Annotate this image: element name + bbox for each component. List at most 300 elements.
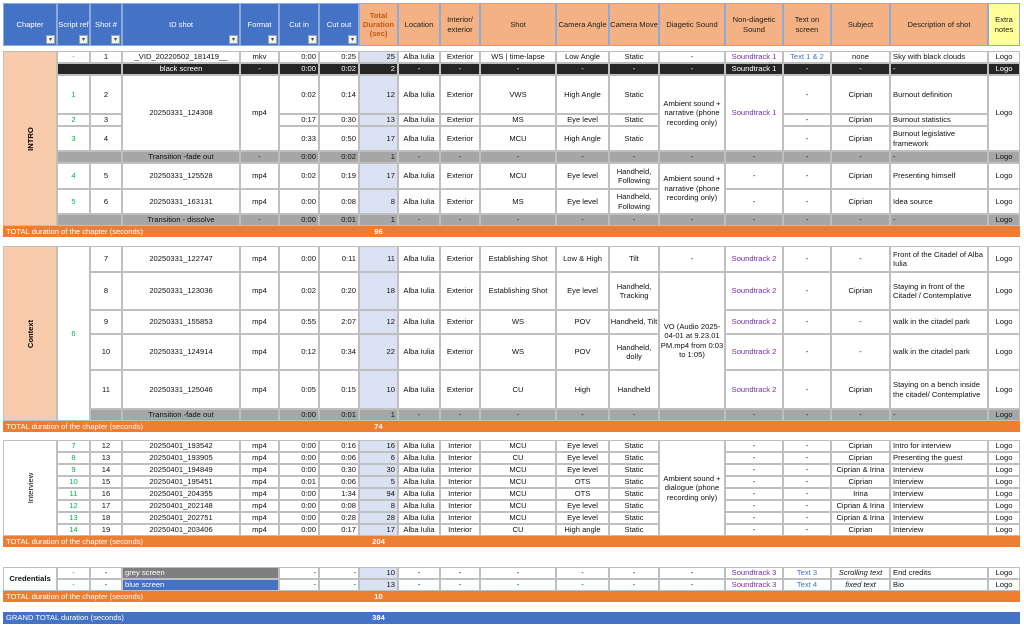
table-cell: Alba Iulia [398, 51, 440, 63]
table-cell: - [440, 579, 480, 591]
table-cell: Text 4 [783, 579, 831, 591]
filter-dropdown-icon[interactable]: ▾ [46, 35, 55, 44]
header-interior-exterior: Interior/ exterior [440, 3, 480, 46]
table-cell: 30 [359, 464, 398, 476]
header-text-on-screen: Text on screen [783, 3, 831, 46]
table-cell: mp4 [240, 476, 279, 488]
table-cell: CU [480, 370, 556, 409]
table-cell: Static [609, 51, 659, 63]
table-cell: Alba Iulia [398, 476, 440, 488]
filter-dropdown-icon[interactable]: ▾ [308, 35, 317, 44]
table-cell: mp4 [240, 334, 279, 370]
table-cell: - [725, 440, 783, 452]
table-cell: 0:00 [279, 151, 319, 163]
table-cell: - [480, 579, 556, 591]
table-cell: 0:02 [319, 63, 359, 75]
header-cut-in: Cut in [279, 3, 319, 46]
table-cell: 14 [57, 524, 90, 536]
chapter-total-value: 96 [359, 226, 398, 237]
table-cell: - [279, 567, 319, 579]
table-cell: - [831, 151, 890, 163]
shot-id-cell: 20250401_204355 [122, 488, 240, 500]
table-cell: Logo [988, 272, 1020, 310]
table-cell: - [831, 409, 890, 421]
table-cell: MS [480, 114, 556, 126]
table-cell: 16 [90, 488, 122, 500]
table-cell: 0:00 [279, 51, 319, 63]
table-cell: Ciprian [831, 476, 890, 488]
table-cell: Logo [988, 75, 1020, 151]
table-cell: Tilt [609, 246, 659, 272]
table-cell: - [659, 51, 725, 63]
table-cell: 94 [359, 488, 398, 500]
table-cell: Static [609, 476, 659, 488]
table-cell: 0:30 [319, 114, 359, 126]
table-cell: 18 [90, 512, 122, 524]
table-cell: OTS [556, 476, 609, 488]
table-cell: Alba Iulia [398, 512, 440, 524]
table-cell: 0:00 [279, 63, 319, 75]
table-cell: 11 [90, 370, 122, 409]
table-cell: Sky with black clouds [890, 51, 988, 63]
table-cell: - [890, 409, 988, 421]
table-cell: 4 [57, 163, 90, 189]
table-cell: mp4 [240, 163, 279, 189]
table-cell: 13 [90, 452, 122, 464]
table-cell: - [831, 310, 890, 334]
table-cell: - [890, 151, 988, 163]
table-cell: 0:25 [319, 51, 359, 63]
table-cell: Soundtrack 2 [725, 334, 783, 370]
table-cell: Eye level [556, 440, 609, 452]
table-cell: Logo [988, 310, 1020, 334]
table-cell: Handheld, Following [609, 189, 659, 214]
table-cell: Text 3 [783, 567, 831, 579]
table-cell: mp4 [240, 370, 279, 409]
shot-id-cell: 20250331_125046 [122, 370, 240, 409]
table-cell: 0:34 [319, 334, 359, 370]
header-diagetic-sound: Diagetic Sound [659, 3, 725, 46]
table-cell: 0:06 [319, 476, 359, 488]
table-cell: - [659, 214, 725, 226]
table-cell: Alba Iulia [398, 163, 440, 189]
shot-id-cell: 20250401_194849 [122, 464, 240, 476]
table-cell: Exterior [440, 189, 480, 214]
table-cell: - [783, 114, 831, 126]
table-cell: 2 [90, 75, 122, 114]
table-cell: - [890, 63, 988, 75]
table-cell: walk in the citadel park [890, 310, 988, 334]
table-cell: - [279, 579, 319, 591]
table-cell: - [725, 524, 783, 536]
table-cell: Logo [988, 440, 1020, 452]
table-cell: 0:01 [319, 214, 359, 226]
table-cell: - [398, 409, 440, 421]
table-cell: Eye level [556, 452, 609, 464]
table-cell: mp4 [240, 272, 279, 310]
table-cell: Interview [890, 500, 988, 512]
table-cell: 13 [359, 114, 398, 126]
shot-id-cell: Transition - dissolve [122, 214, 240, 226]
table-cell: Exterior [440, 51, 480, 63]
table-cell: Alba Iulia [398, 272, 440, 310]
table-cell: Exterior [440, 334, 480, 370]
table-cell: - [556, 567, 609, 579]
chapter-total-value: 74 [359, 421, 398, 432]
table-cell: - [609, 151, 659, 163]
table-cell: 3 [57, 126, 90, 151]
table-cell: 12 [57, 500, 90, 512]
table-cell: 10 [90, 334, 122, 370]
table-cell: 0:02 [279, 163, 319, 189]
table-cell: 13 [359, 579, 398, 591]
table-cell: Logo [988, 63, 1020, 75]
table-cell: Logo [988, 246, 1020, 272]
table-cell: 22 [359, 334, 398, 370]
table-cell: - [783, 500, 831, 512]
table-cell: 0:08 [319, 189, 359, 214]
filter-dropdown-icon[interactable]: ▾ [348, 35, 357, 44]
table-cell: Ciprian & Irina [831, 500, 890, 512]
table-cell: - [783, 246, 831, 272]
table-cell: - [783, 512, 831, 524]
table-cell: MS [480, 189, 556, 214]
table-cell: 12 [359, 310, 398, 334]
filter-dropdown-icon[interactable]: ▾ [79, 35, 88, 44]
chapter-total-value: 204 [359, 536, 398, 547]
table-cell: - [783, 370, 831, 409]
table-cell: 0:00 [279, 452, 319, 464]
table-cell: - [725, 452, 783, 464]
table-cell: Static [609, 500, 659, 512]
table-cell: Handheld, Tilt [609, 310, 659, 334]
table-cell: Exterior [440, 310, 480, 334]
table-cell: Front of the Citadel of Alba Iulia [890, 246, 988, 272]
table-cell: WS [480, 310, 556, 334]
table-cell: - [659, 151, 725, 163]
table-cell: High [556, 370, 609, 409]
table-cell: - [783, 334, 831, 370]
table-cell: - [480, 409, 556, 421]
table-cell: 2 [359, 63, 398, 75]
table-cell: - [556, 63, 609, 75]
table-cell: - [725, 189, 783, 214]
table-cell: mp4 [240, 464, 279, 476]
table-cell: 7 [90, 246, 122, 272]
table-cell: - [398, 567, 440, 579]
table-cell: 0:02 [279, 272, 319, 310]
table-cell: Exterior [440, 163, 480, 189]
header-subject: Subject [831, 3, 890, 46]
table-cell: - [609, 214, 659, 226]
table-cell: High Angle [556, 126, 609, 151]
table-cell: 1 [90, 51, 122, 63]
table-cell: 0:28 [319, 512, 359, 524]
filter-dropdown-icon[interactable]: ▾ [111, 35, 120, 44]
shot-id-cell: Transition -fade out [122, 151, 240, 163]
table-cell: 0:20 [319, 272, 359, 310]
table-cell: Exterior [440, 246, 480, 272]
table-cell: Interior [440, 524, 480, 536]
filter-dropdown-icon[interactable]: ▾ [229, 35, 238, 44]
table-cell: - [783, 126, 831, 151]
shot-id-cell: 20250401_202751 [122, 512, 240, 524]
table-cell: - [783, 189, 831, 214]
table-cell: Soundtrack 1 [725, 51, 783, 63]
table-cell: Exterior [440, 114, 480, 126]
table-cell: Logo [988, 189, 1020, 214]
table-cell: Soundtrack 1 [725, 63, 783, 75]
table-cell: Irina [831, 488, 890, 500]
table-cell: Logo [988, 464, 1020, 476]
table-cell: mp4 [240, 440, 279, 452]
table-cell: 7 [57, 440, 90, 452]
chapter-label-interview: Interview [25, 472, 35, 504]
chapter-credentials-cell: Credentials [3, 567, 57, 591]
chapter-total-fill [398, 536, 1020, 547]
table-cell: MCU [480, 512, 556, 524]
table-cell: Burnout statistics [890, 114, 988, 126]
shot-id-cell: 20250401_203406 [122, 524, 240, 536]
table-cell: - [240, 151, 279, 163]
chapter-total-label: TOTAL duration of the chapter (seconds) [3, 226, 359, 237]
table-cell: Low Angle [556, 51, 609, 63]
table-cell: MCU [480, 440, 556, 452]
grand-total-fill [398, 612, 1020, 624]
table-cell: 0:00 [279, 189, 319, 214]
table-cell: Logo [988, 51, 1020, 63]
table-cell: Static [609, 512, 659, 524]
table-cell: - [831, 214, 890, 226]
table-cell: 0:02 [279, 75, 319, 114]
table-cell: Interior [440, 488, 480, 500]
table-cell: MCU [480, 163, 556, 189]
table-cell: Ciprian [831, 189, 890, 214]
table-cell: 10 [359, 370, 398, 409]
table-cell: Logo [988, 567, 1020, 579]
table-cell: Burnout definition [890, 75, 988, 114]
table-cell: Eye level [556, 114, 609, 126]
black-row-spacer [57, 63, 122, 75]
table-cell: WS [480, 334, 556, 370]
table-cell: MCU [480, 500, 556, 512]
table-cell: - [480, 63, 556, 75]
table-cell: Handheld [609, 370, 659, 409]
table-cell: Establishing Shot [480, 272, 556, 310]
table-cell: mp4 [240, 512, 279, 524]
table-cell: 0:30 [319, 464, 359, 476]
chapter-total-label: TOTAL duration of the chapter (seconds) [3, 421, 359, 432]
table-cell: 0:33 [279, 126, 319, 151]
table-cell: Exterior [440, 272, 480, 310]
table-cell: Ciprian [831, 75, 890, 114]
table-cell: Alba Iulia [398, 488, 440, 500]
table-cell: - [556, 409, 609, 421]
table-cell: Logo [988, 370, 1020, 409]
table-cell: - [725, 464, 783, 476]
table-cell: 0:02 [319, 151, 359, 163]
table-cell: Static [609, 488, 659, 500]
table-cell [240, 409, 279, 421]
table-cell: 0:11 [319, 246, 359, 272]
table-cell: - [783, 464, 831, 476]
table-cell: Static [609, 524, 659, 536]
header-camera-move: Camera Move [609, 3, 659, 46]
chapter-label-context: Context [25, 319, 35, 348]
diagetic-sound-cell: VO (Audio 2025-04-01 at 9.23.01 PM.mp4 from 0:03 to 1:05) [659, 272, 725, 409]
header-script-ref: Script ref [57, 3, 90, 46]
table-cell: 0:15 [319, 370, 359, 409]
header-format: Format [240, 3, 279, 46]
table-cell: 0:08 [319, 500, 359, 512]
table-cell: Idea source [890, 189, 988, 214]
table-cell: - [725, 476, 783, 488]
table-cell: Exterior [440, 370, 480, 409]
grand-total-value: 384 [359, 612, 398, 624]
table-cell: 0:00 [279, 524, 319, 536]
table-cell: 0:05 [279, 370, 319, 409]
table-cell: 0:00 [279, 246, 319, 272]
table-cell: Ciprian [831, 272, 890, 310]
table-cell: WS | time-lapse [480, 51, 556, 63]
table-cell: Logo [988, 524, 1020, 536]
table-cell: - [57, 51, 90, 63]
table-cell: mkv [240, 51, 279, 63]
table-cell: 1 [359, 151, 398, 163]
table-cell: Ciprian [831, 452, 890, 464]
table-cell: mp4 [240, 75, 279, 151]
table-cell: Alba Iulia [398, 114, 440, 126]
table-cell: Interview [890, 488, 988, 500]
table-cell: mp4 [240, 310, 279, 334]
table-cell: - [398, 63, 440, 75]
table-cell: Handheld, Tracking [609, 272, 659, 310]
header-extra-notes: Extra notes [988, 3, 1020, 46]
grand-total-label: GRAND TOTAL duration (seconds) [3, 612, 359, 624]
diagetic-sound-cell: Ambient sound + narrative (phone recording only) [659, 163, 725, 214]
table-cell: OTS [556, 488, 609, 500]
table-cell: - [783, 488, 831, 500]
table-cell: Eye level [556, 512, 609, 524]
table-cell: - [480, 151, 556, 163]
table-cell: End credits [890, 567, 988, 579]
shot-id-cell: 20250331_123036 [122, 272, 240, 310]
chapter-total-label: TOTAL duration of the chapter (seconds) [3, 591, 359, 602]
shot-id-cell: 20250331_155853 [122, 310, 240, 334]
filter-dropdown-icon[interactable]: ▾ [268, 35, 277, 44]
table-cell: Interior [440, 440, 480, 452]
table-cell: - [556, 579, 609, 591]
table-cell: Static [609, 440, 659, 452]
table-cell: - [725, 163, 783, 189]
header-location: Location [398, 3, 440, 46]
diagetic-sound-cell: Ambient sound + narrative (phone recording only) [659, 75, 725, 151]
table-cell: 16 [359, 440, 398, 452]
grey-row-spacer [90, 409, 122, 421]
table-cell: fixed text [831, 579, 890, 591]
table-cell: - [556, 214, 609, 226]
table-cell: 8 [359, 500, 398, 512]
table-cell: - [440, 567, 480, 579]
table-cell: 0:50 [319, 126, 359, 151]
shot-id-cell: 20250331_124308 [122, 75, 240, 151]
table-cell: 0:00 [279, 214, 319, 226]
table-cell: 0:00 [279, 500, 319, 512]
table-cell: - [440, 151, 480, 163]
table-cell: Static [609, 464, 659, 476]
table-cell: - [659, 63, 725, 75]
table-cell: Logo [988, 452, 1020, 464]
table-cell: - [725, 151, 783, 163]
table-cell: 5 [57, 189, 90, 214]
table-cell: - [783, 75, 831, 114]
table-cell: Interview [890, 512, 988, 524]
table-cell: - [240, 63, 279, 75]
table-cell: - [440, 63, 480, 75]
table-cell: 0:00 [279, 440, 319, 452]
table-cell: Ciprian [831, 126, 890, 151]
table-cell: 1:34 [319, 488, 359, 500]
table-cell: Static [609, 75, 659, 114]
table-cell: - [90, 579, 122, 591]
table-cell: Ciprian [831, 114, 890, 126]
table-cell: 11 [57, 488, 90, 500]
header-total-duration: Total Duration (sec) [359, 3, 398, 46]
table-cell: Alba Iulia [398, 464, 440, 476]
table-cell: Alba Iulia [398, 440, 440, 452]
table-cell: mp4 [240, 246, 279, 272]
table-cell: Alba Iulia [398, 246, 440, 272]
table-cell: - [90, 567, 122, 579]
table-cell: 1 [359, 214, 398, 226]
table-cell: 11 [359, 246, 398, 272]
table-cell: Alba Iulia [398, 452, 440, 464]
table-cell: Presenting the guest [890, 452, 988, 464]
header-shot-num: Shot # [90, 3, 122, 46]
table-cell: 8 [57, 452, 90, 464]
table-cell: 0:00 [279, 409, 319, 421]
table-cell: mp4 [240, 488, 279, 500]
table-cell: Logo [988, 151, 1020, 163]
table-cell: - [319, 579, 359, 591]
table-cell: Alba Iulia [398, 310, 440, 334]
table-cell: 0:00 [279, 488, 319, 500]
table-cell: Logo [988, 334, 1020, 370]
table-cell: Handheld, dolly [609, 334, 659, 370]
table-cell: Establishing Shot [480, 246, 556, 272]
table-cell: 25 [359, 51, 398, 63]
script-ref-cell: 6 [57, 246, 90, 421]
table-cell: 0:06 [319, 452, 359, 464]
table-cell: walk in the citadel park [890, 334, 988, 370]
table-cell: 15 [90, 476, 122, 488]
table-cell: Eye level [556, 464, 609, 476]
table-cell: Interview [890, 524, 988, 536]
table-cell: - [783, 151, 831, 163]
table-cell: - [398, 151, 440, 163]
table-cell: Alba Iulia [398, 189, 440, 214]
chapter-total-fill [398, 226, 1020, 237]
table-cell: 0:01 [279, 476, 319, 488]
chapter-total-label: TOTAL duration of the chapter (seconds) [3, 536, 359, 547]
table-cell: Text 1 & 2 [783, 51, 831, 63]
table-cell: 13 [57, 512, 90, 524]
table-cell: - [725, 512, 783, 524]
table-cell: 0:14 [319, 75, 359, 114]
table-cell: 10 [57, 476, 90, 488]
table-cell: 2:07 [319, 310, 359, 334]
chapter-total-fill [398, 421, 1020, 432]
